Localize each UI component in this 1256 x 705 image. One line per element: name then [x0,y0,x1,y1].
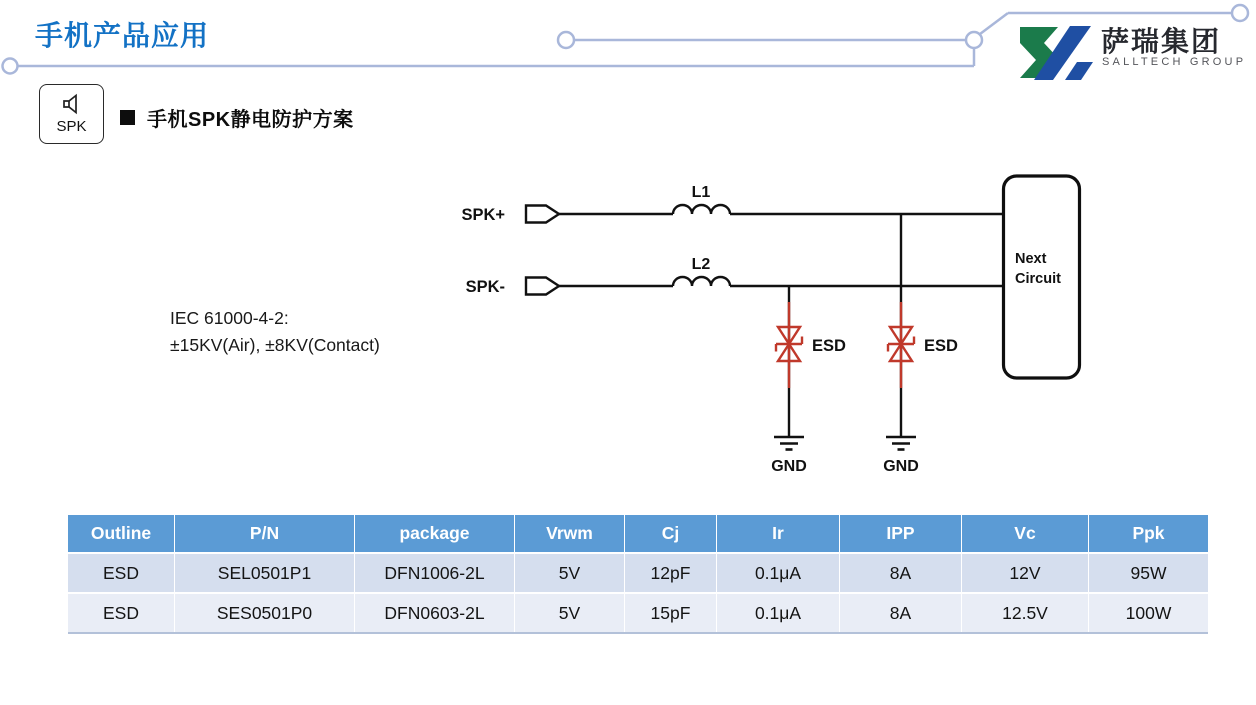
next-circuit-label-line1: Next [1015,251,1047,267]
iec-standard-line2: ±15KV(Air), ±8KV(Contact) [170,335,380,355]
col-header-ipp: IPP [840,515,962,552]
col-header-vrwm: Vrwm [515,515,625,552]
spk-badge-label: SPK [56,118,87,135]
table-cell: SEL0501P1 [175,554,355,592]
table-cell: 8A [840,554,962,592]
table-cell: 15pF [625,594,717,632]
inductor-l2-label: L2 [691,256,711,273]
esd-label-right: ESD [924,337,958,355]
section-heading-text: 手机SPK静电防护方案 [147,109,354,131]
table-cell: 5V [515,594,625,632]
table-cell: 0.1μA [717,594,840,632]
table-cell: ESD [68,594,175,632]
iec-standard-note [170,305,380,359]
table-cell: 12V [962,554,1089,592]
col-header-ppk: Ppk [1089,515,1208,552]
col-header-cj: Cj [625,515,717,552]
col-header-pn: P/N [175,515,355,552]
net-label-spk-minus: SPK- [465,278,505,296]
col-header-ir: Ir [717,515,840,552]
gnd-label-left: GND [771,458,807,475]
table-cell: DFN0603-2L [355,594,515,632]
inductor-l1-label: L1 [691,184,711,201]
ground-symbol-left [774,437,804,450]
next-circuit-label-line2: Circuit [1015,271,1061,287]
table-cell: 8A [840,594,962,632]
table-cell: SES0501P0 [175,594,355,632]
table-cell: 95W [1089,554,1208,592]
connector-spk-plus [526,206,559,223]
col-header-package: package [355,515,515,552]
inductor-l1 [673,205,730,214]
company-name-cn: 萨瑞集团 [1101,26,1222,57]
table-cell: DFN1006-2L [355,554,515,592]
connector-spk-minus [526,278,559,295]
gnd-label-right: GND [883,458,919,475]
table-cell: 12.5V [962,594,1089,632]
col-header-vc: Vc [962,515,1089,552]
esd-label-left: ESD [812,337,846,355]
table-cell: 5V [515,554,625,592]
iec-standard-line1: IEC 61000-4-2: [170,308,289,328]
company-name-en: SALLTECH GROUP [1102,56,1247,68]
table-cell: 12pF [625,554,717,592]
page-title: 手机产品应用 [35,20,210,51]
table-cell: ESD [68,554,175,592]
ground-symbol-right [886,437,916,450]
table-cell: 100W [1089,594,1208,632]
col-header-outline: Outline [68,515,175,552]
inductor-l2 [673,277,730,286]
net-label-spk-plus: SPK+ [461,206,505,224]
table-cell: 0.1μA [717,554,840,592]
spec-table [68,515,1208,634]
